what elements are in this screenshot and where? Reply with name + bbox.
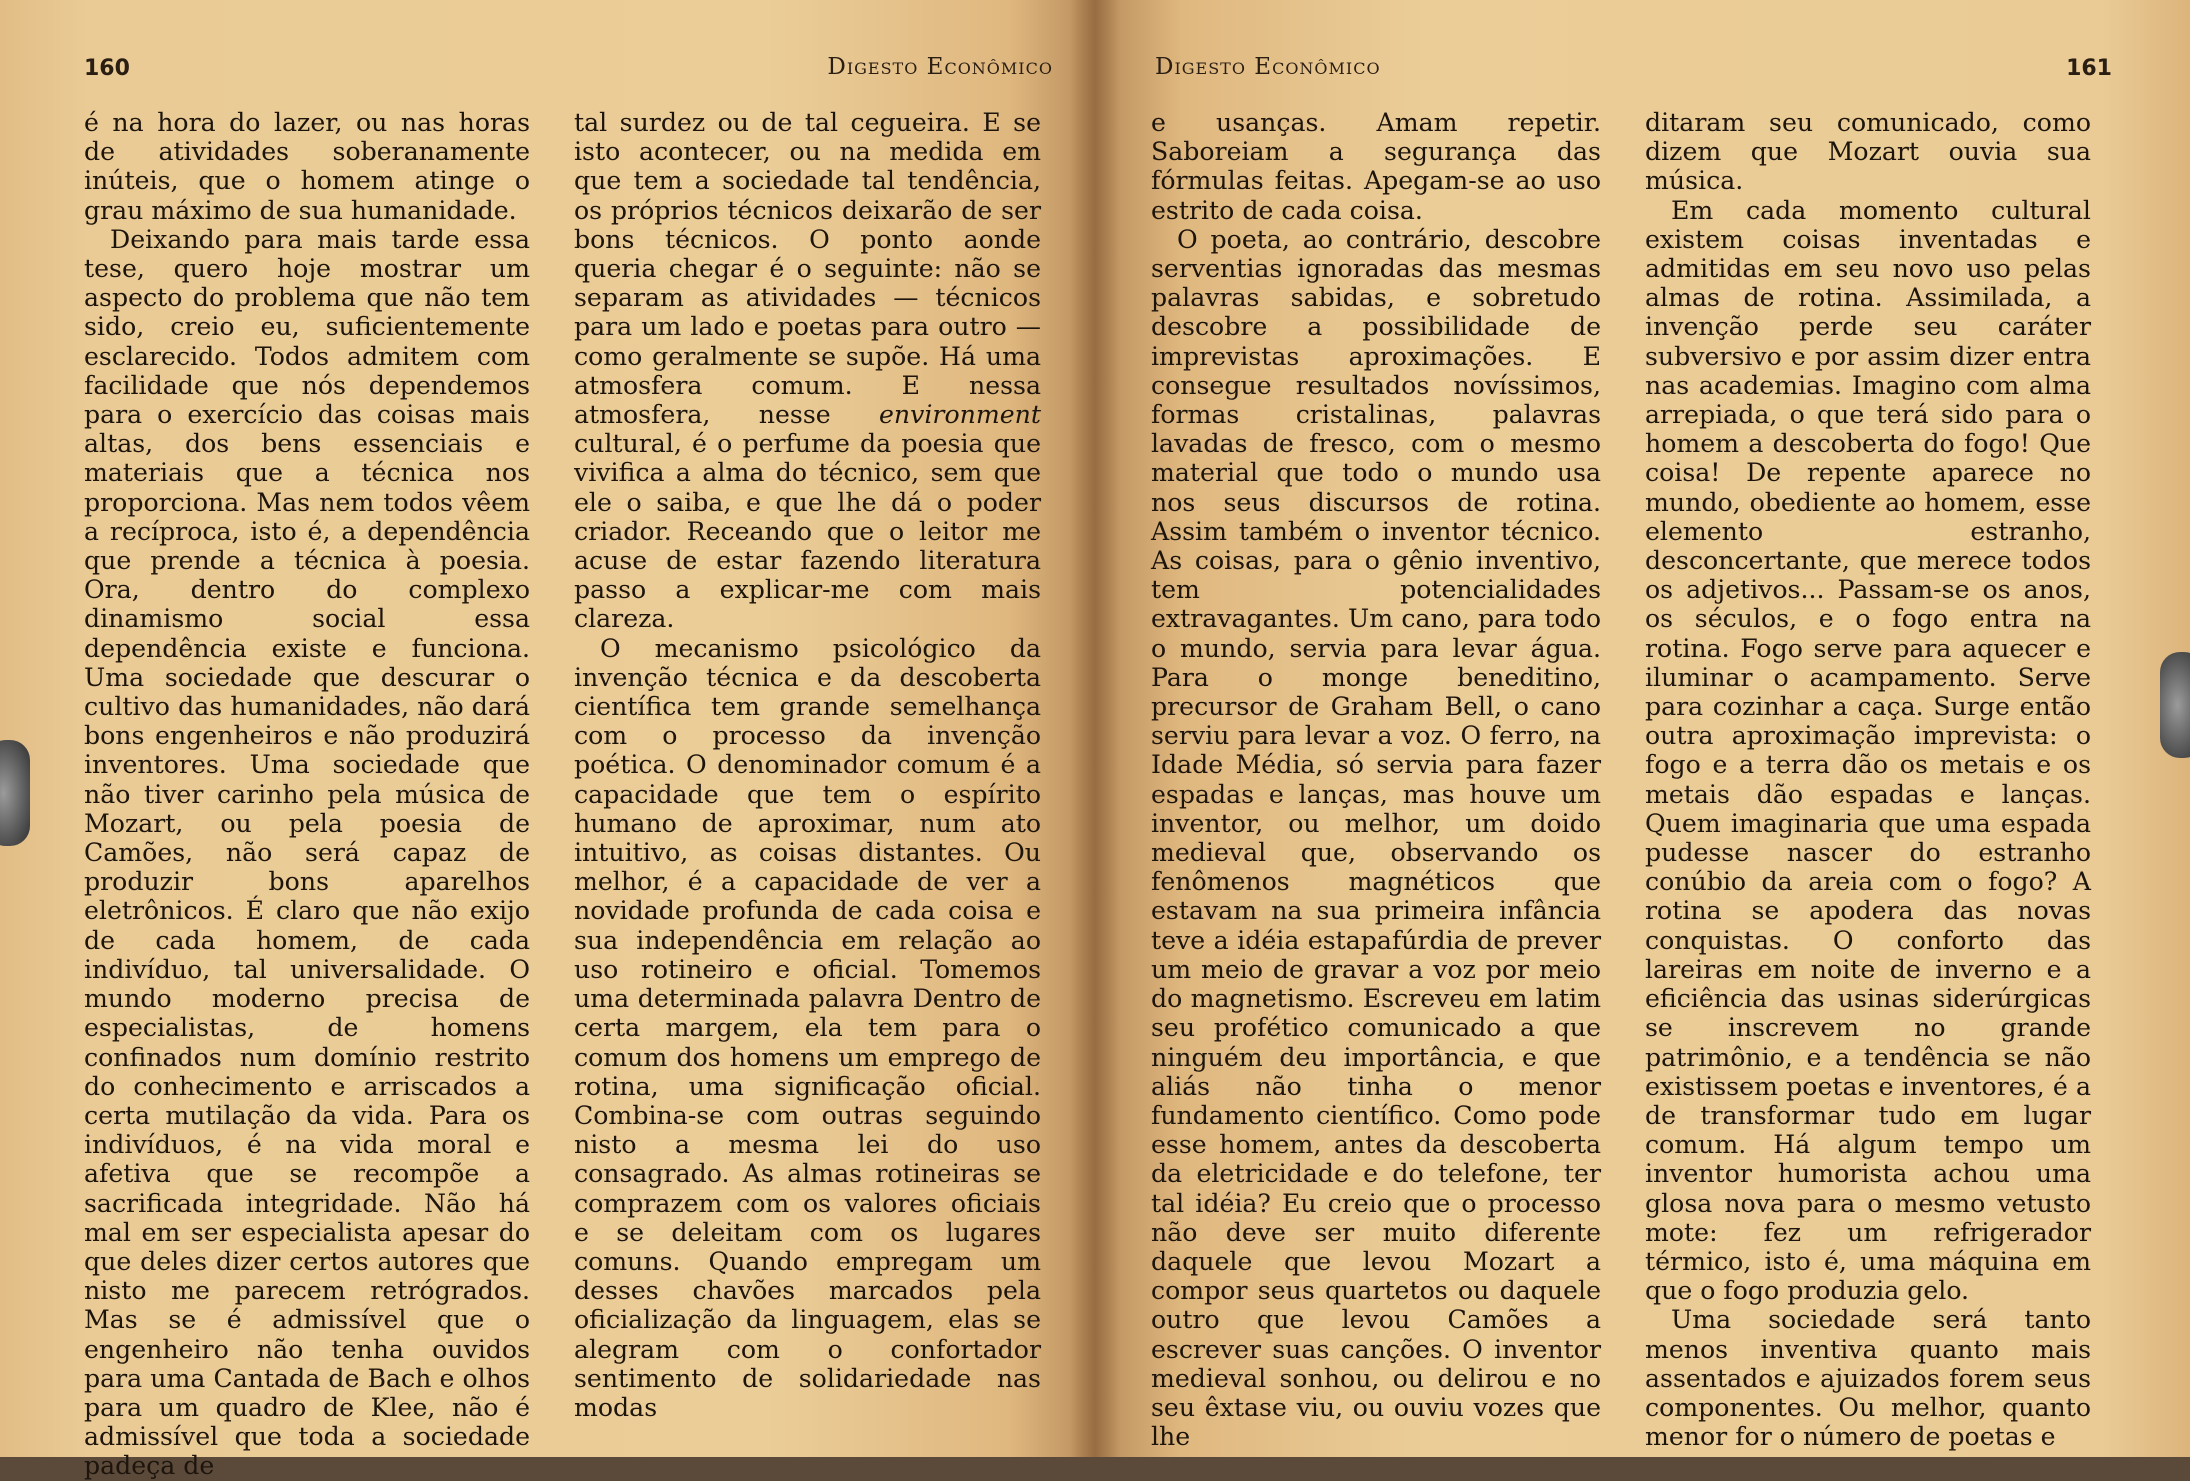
- paragraph: e usanças. Amam repetir. Saboreiam a segurança das fórmulas feitas. Apegam-se ao uso estrito de cada coisa.: [1151, 108, 1601, 225]
- right-page-column-2: [1645, 108, 2091, 1451]
- running-head: Digesto Econômico: [1155, 54, 1381, 80]
- italic-term: environment: [879, 400, 1041, 430]
- binding-clip: [2160, 652, 2190, 758]
- binding-clip: [0, 740, 30, 846]
- right-page: [1095, 0, 2190, 1457]
- paragraph: [574, 108, 1041, 634]
- paragraph: Em cada momento cultural existem coisas inventadas e admitidas em seu novo uso pelas almas de rotina. Assimilada, a invenção perde seu caráter subversivo e por assim dizer entra nas academias. Imagino com alma arrepiada, o que terá sido para o homem a descoberta do fogo! Que coisa! De repente aparece no mundo, obediente ao homem, esse elemento estranho, desconcertante, que merece todos os adjetivos... Passam-se os anos, os séculos, e o fogo entra na rotina. Fogo serve para aquecer e iluminar o acampamento. Serve para cozinhar a caça. Surge então outra aproximação imprevista: o fogo e a terra dão os metais e os metais dão espadas e lanças. Quem imaginaria que uma espada pudesse nascer do estranho conúbio da areia com o fogo? A rotina se apodera das novas conquistas. O conforto das lareiras em noite de inverno e a eficiência das usinas siderúrgicas se inscrevem no grande patrimônio, e a tendência se não existissem poetas e inventores, é a de transformar tudo em lugar comum. Há algum tempo um inventor humorista achou uma glosa nova para o mesmo vetusto mote: fez um refrigerador térmico, isto é, uma máquina em que o fogo produzia gelo.: [1645, 195, 2091, 1306]
- paragraph: Uma sociedade será tanto menos inventiva quanto mais assentados e ajuizados forem seus componentes. Ou melhor, quanto menor for o número de poetas e: [1645, 1305, 2091, 1452]
- left-page-column-2: [574, 108, 1041, 1422]
- gutter-shadow: [1070, 0, 1120, 1457]
- right-page-column-1: [1151, 108, 1601, 1451]
- page-number: 160: [84, 56, 130, 81]
- paragraph: O mecanismo psicológico da invenção técnica e da descoberta científica tem grande semelhança com o processo da invenção poética. O denominador comum é a capacidade que tem o espírito humano de aproximar, num ato intuitivo, as coisas distantes. Ou melhor, é a capacidade de ver a novidade profunda de cada coisa e sua independência em relação ao uso rotineiro e oficial. Tomemos uma determinada palavra Dentro de certa margem, ela tem para o comum dos homens um emprego de rotina, uma significação oficial. Combina-se com outras seguindo nisto a mesma lei do uso consagrado. As almas rotineiras se comprazem com os valores oficiais e se deleitam com os lugares comuns. Quando empregam um desses chavões marcados pela oficialização da linguagem, elas se alegram com o confortador sentimento de solidariedade nas modas: [574, 633, 1041, 1422]
- page-number: 161: [2066, 56, 2112, 81]
- text-run: tal surdez ou de tal cegueira. E se isto acontecer, ou na medida em que tem a sociedade tal tendência, os próprios técnicos deixarão de ser bons técnicos. O ponto aonde queria chegar é o seguinte: não se separam as atividades — técnicos para um lado e poetas para outro — como geralmente se supõe. Há uma atmosfera comum. E nessa atmosfera, nesse: [574, 108, 1041, 430]
- running-head: Digesto Econômico: [827, 54, 1053, 80]
- paragraph: ditaram seu comunicado, como dizem que Mozart ouvia sua música.: [1645, 108, 2091, 196]
- paragraph: é na hora do lazer, ou nas horas de atividades soberanamente inúteis, que o homem atinge o grau máximo de sua humanidade.: [84, 108, 530, 225]
- left-page-column-1: [84, 108, 530, 1481]
- paragraph: O poeta, ao contrário, descobre serventias ignoradas das mesmas palavras sabidas, e sobretudo descobre a possibilidade de imprevistas aproximações. E consegue resultados novíssimos, formas cristalinas, palavras lavadas de fresco, com o mesmo material que todo o mundo usa nos seus discursos de rotina. Assim também o inventor técnico. As coisas, para o gênio inventivo, tem potencialidades extravagantes. Um cano, para todo o mundo, servia para levar água. Para o monge beneditino, precursor de Graham Bell, o cano serviu para levar a voz. O ferro, na Idade Média, só servia para fazer espadas e lanças, mas houve um inventor, ou melhor, um doido medieval que, observando os fenômenos magnéticos que estavam na sua primeira infância teve a idéia estapafúrdia de prever um meio de gravar a voz por meio do magnetismo. Escreveu em latim seu profético comunicado a que ninguém deu importância, e que aliás não tinha o menor fundamento científico. Como pode esse homem, antes da descoberta da eletricidade e do telefone, ter tal idéia? Eu creio que o processo não deve ser muito diferente daquele que levou Mozart a compor seus quartetos ou daquele outro que levou Camões a escrever suas canções. O inventor medieval sonhou, ou delirou e no seu êxtase viu, ou ouviu vozes que lhe: [1151, 224, 1601, 1452]
- paragraph: Deixando para mais tarde essa tese, quero hoje mostrar um aspecto do problema que não tem sido, creio eu, suficientemente esclarecido. Todos admitem com facilidade que nós dependemos para o exercício das coisas mais altas, dos bens essenciais e materiais que a técnica nos proporciona. Mas nem todos vêem a recíproca, isto é, a dependência que prende a técnica à poesia. Ora, dentro do complexo dinamismo social essa dependência existe e funciona. Uma sociedade que descurar o cultivo das humanidades, não dará bons engenheiros e não produzirá inventores. Uma sociedade que não tiver carinho pela música de Mozart, ou pela poesia de Camões, não será capaz de produzir bons aparelhos eletrônicos. É claro que não exijo de cada homem, de cada indivíduo, tal universalidade. O mundo moderno precisa de especialistas, de homens confinados num domínio restrito do conhecimento e arriscados a certa mutilação da vida. Para os indivíduos, é na vida moral e afetiva que se recompõe a sacrificada integridade. Não há mal em ser especialista apesar do que deles dizer certos autores que nisto me parecem retrógrados. Mas se é admissível que o engenheiro não tenha ouvidos para uma Cantada de Bach e olhos para um quadro de Klee, não é admissível que toda a sociedade padeça de: [84, 224, 530, 1481]
- text-run: cultural, é o perfume da poesia que vivifica a alma do técnico, sem que ele o saiba, e que lhe dá o poder criador. Receando que o leitor me acuse de estar fazendo literatura passo a explicar-me com mais clareza.: [574, 429, 1041, 634]
